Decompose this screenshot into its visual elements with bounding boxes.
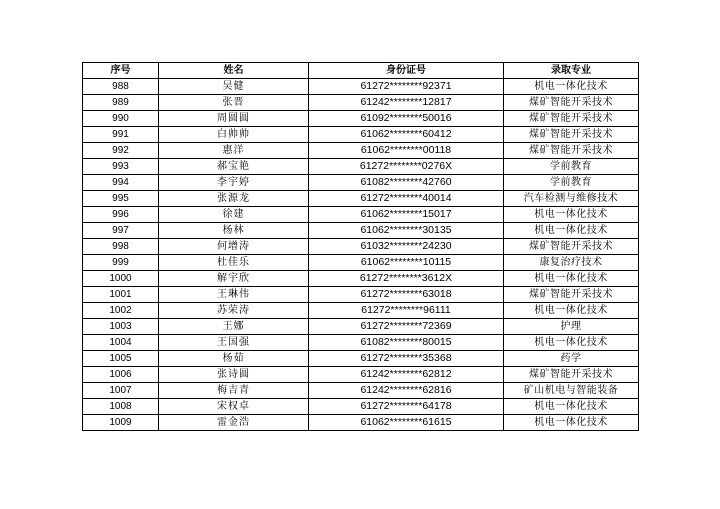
table-row bbox=[83, 95, 639, 111]
major-cell: 机电一体化技术 bbox=[504, 415, 639, 431]
id-number-cell: 61242********12817 bbox=[309, 95, 504, 111]
table-row bbox=[83, 271, 639, 287]
table-row bbox=[83, 207, 639, 223]
id-number-cell: 61032********24230 bbox=[309, 239, 504, 255]
seq-cell: 1004 bbox=[83, 335, 159, 351]
name-cell: 何增涛 bbox=[159, 239, 309, 255]
seq-cell: 997 bbox=[83, 223, 159, 239]
header-major: 录取专业 bbox=[504, 63, 639, 79]
name-cell: 徐建 bbox=[159, 207, 309, 223]
major-cell: 机电一体化技术 bbox=[504, 335, 639, 351]
id-number-cell: 61242********62812 bbox=[309, 367, 504, 383]
id-number-cell: 61272********3612X bbox=[309, 271, 504, 287]
table-header-row bbox=[83, 63, 639, 79]
name-cell: 王娜 bbox=[159, 319, 309, 335]
id-number-cell: 61272********96111 bbox=[309, 303, 504, 319]
name-cell: 惠洋 bbox=[159, 143, 309, 159]
table-row bbox=[83, 351, 639, 367]
seq-cell: 992 bbox=[83, 143, 159, 159]
seq-cell: 995 bbox=[83, 191, 159, 207]
major-cell: 矿山机电与智能装备 bbox=[504, 383, 639, 399]
seq-cell: 996 bbox=[83, 207, 159, 223]
table-row bbox=[83, 191, 639, 207]
seq-cell: 1006 bbox=[83, 367, 159, 383]
major-cell: 机电一体化技术 bbox=[504, 207, 639, 223]
major-cell: 煤矿智能开采技术 bbox=[504, 367, 639, 383]
name-cell: 郝宝艳 bbox=[159, 159, 309, 175]
seq-cell: 1005 bbox=[83, 351, 159, 367]
name-cell: 周圆圆 bbox=[159, 111, 309, 127]
id-number-cell: 61082********80015 bbox=[309, 335, 504, 351]
major-cell: 康复治疗技术 bbox=[504, 255, 639, 271]
major-cell: 煤矿智能开采技术 bbox=[504, 127, 639, 143]
table-row bbox=[83, 223, 639, 239]
id-number-cell: 61272********35368 bbox=[309, 351, 504, 367]
major-cell: 机电一体化技术 bbox=[504, 223, 639, 239]
seq-cell: 1003 bbox=[83, 319, 159, 335]
major-cell: 煤矿智能开采技术 bbox=[504, 287, 639, 303]
major-cell: 机电一体化技术 bbox=[504, 303, 639, 319]
table-row bbox=[83, 319, 639, 335]
major-cell: 煤矿智能开采技术 bbox=[504, 143, 639, 159]
name-cell: 王琳伟 bbox=[159, 287, 309, 303]
seq-cell: 998 bbox=[83, 239, 159, 255]
seq-cell: 1001 bbox=[83, 287, 159, 303]
name-cell: 杜佳乐 bbox=[159, 255, 309, 271]
major-cell: 汽车检测与维修技术 bbox=[504, 191, 639, 207]
id-number-cell: 61092********50016 bbox=[309, 111, 504, 127]
seq-cell: 1007 bbox=[83, 383, 159, 399]
id-number-cell: 61272********92371 bbox=[309, 79, 504, 95]
seq-cell: 988 bbox=[83, 79, 159, 95]
table-row bbox=[83, 287, 639, 303]
seq-cell: 1009 bbox=[83, 415, 159, 431]
name-cell: 宋权卓 bbox=[159, 399, 309, 415]
name-cell: 张诗圆 bbox=[159, 367, 309, 383]
header-seq: 序号 bbox=[83, 63, 159, 79]
seq-cell: 993 bbox=[83, 159, 159, 175]
table-row bbox=[83, 111, 639, 127]
id-number-cell: 61272********64178 bbox=[309, 399, 504, 415]
major-cell: 煤矿智能开采技术 bbox=[504, 95, 639, 111]
id-number-cell: 61272********63018 bbox=[309, 287, 504, 303]
id-number-cell: 61272********40014 bbox=[309, 191, 504, 207]
major-cell: 机电一体化技术 bbox=[504, 399, 639, 415]
admission-roster-table bbox=[82, 62, 639, 431]
table-row bbox=[83, 239, 639, 255]
name-cell: 李宇婷 bbox=[159, 175, 309, 191]
id-number-cell: 61272********72369 bbox=[309, 319, 504, 335]
name-cell: 王国强 bbox=[159, 335, 309, 351]
seq-cell: 1008 bbox=[83, 399, 159, 415]
table-row bbox=[83, 383, 639, 399]
seq-cell: 1000 bbox=[83, 271, 159, 287]
major-cell: 学前教育 bbox=[504, 175, 639, 191]
id-number-cell: 61082********42760 bbox=[309, 175, 504, 191]
name-cell: 解宇欣 bbox=[159, 271, 309, 287]
header-id-number: 身份证号 bbox=[309, 63, 504, 79]
name-cell: 白帅帅 bbox=[159, 127, 309, 143]
id-number-cell: 61272********0276X bbox=[309, 159, 504, 175]
id-number-cell: 61062********00118 bbox=[309, 143, 504, 159]
table-row bbox=[83, 399, 639, 415]
table-row bbox=[83, 127, 639, 143]
id-number-cell: 61062********15017 bbox=[309, 207, 504, 223]
name-cell: 吴健 bbox=[159, 79, 309, 95]
name-cell: 张源龙 bbox=[159, 191, 309, 207]
table-body bbox=[83, 79, 639, 431]
table-row bbox=[83, 143, 639, 159]
name-cell: 杨茹 bbox=[159, 351, 309, 367]
table-row bbox=[83, 255, 639, 271]
table-row bbox=[83, 175, 639, 191]
table-row bbox=[83, 303, 639, 319]
table-row bbox=[83, 367, 639, 383]
major-cell: 煤矿智能开采技术 bbox=[504, 111, 639, 127]
id-number-cell: 61062********61615 bbox=[309, 415, 504, 431]
table-row bbox=[83, 159, 639, 175]
name-cell: 张晋 bbox=[159, 95, 309, 111]
header-name: 姓名 bbox=[159, 63, 309, 79]
seq-cell: 989 bbox=[83, 95, 159, 111]
seq-cell: 990 bbox=[83, 111, 159, 127]
seq-cell: 1002 bbox=[83, 303, 159, 319]
name-cell: 梅吉青 bbox=[159, 383, 309, 399]
table-row bbox=[83, 79, 639, 95]
major-cell: 机电一体化技术 bbox=[504, 79, 639, 95]
major-cell: 煤矿智能开采技术 bbox=[504, 239, 639, 255]
id-number-cell: 61242********62816 bbox=[309, 383, 504, 399]
name-cell: 杨林 bbox=[159, 223, 309, 239]
name-cell: 苏荣涛 bbox=[159, 303, 309, 319]
table-row bbox=[83, 335, 639, 351]
id-number-cell: 61062********30135 bbox=[309, 223, 504, 239]
id-number-cell: 61062********60412 bbox=[309, 127, 504, 143]
major-cell: 学前教育 bbox=[504, 159, 639, 175]
table-row bbox=[83, 415, 639, 431]
seq-cell: 994 bbox=[83, 175, 159, 191]
name-cell: 雷金浩 bbox=[159, 415, 309, 431]
seq-cell: 999 bbox=[83, 255, 159, 271]
major-cell: 药学 bbox=[504, 351, 639, 367]
major-cell: 机电一体化技术 bbox=[504, 271, 639, 287]
id-number-cell: 61062********10115 bbox=[309, 255, 504, 271]
seq-cell: 991 bbox=[83, 127, 159, 143]
major-cell: 护理 bbox=[504, 319, 639, 335]
